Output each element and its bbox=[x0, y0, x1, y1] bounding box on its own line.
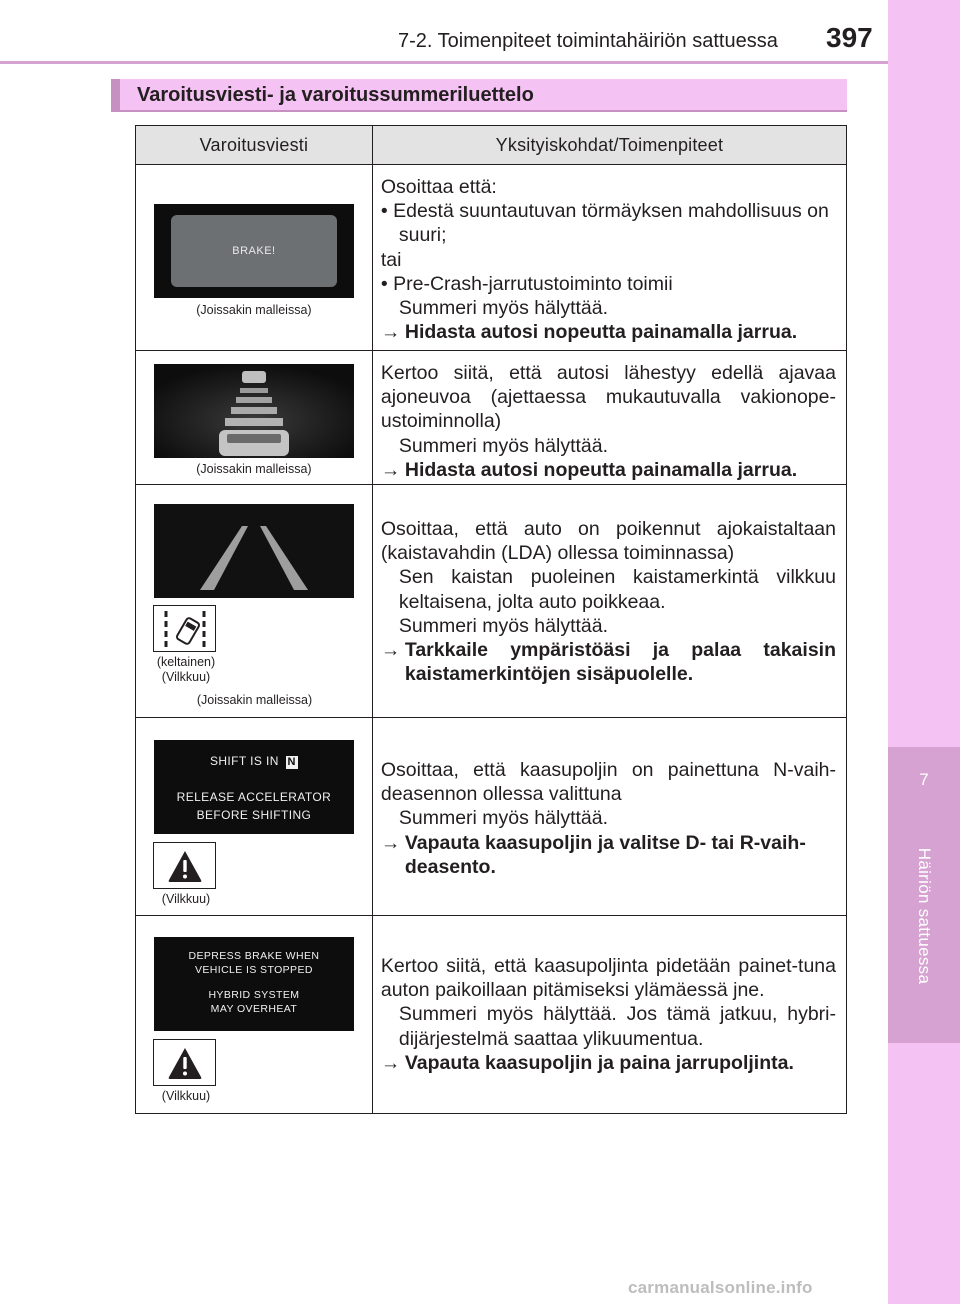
arrow-icon: → bbox=[380, 831, 401, 854]
detail-line: Summeri myös hälyttää. bbox=[398, 614, 609, 637]
lane-departure-icon bbox=[160, 609, 210, 649]
action-instruction bbox=[381, 458, 836, 482]
image-caption: (Joissakin malleissa) bbox=[196, 461, 312, 476]
detail-line: Kertoo siitä, että autosi lähestyy edellä ajavaa ajoneuvoa (ajettaessa mukautuvalla vakionope-ustoiminnolla) bbox=[380, 362, 836, 433]
shift-line-2: RELEASE ACCELERATOR bbox=[176, 790, 332, 804]
details-cell bbox=[372, 351, 846, 485]
arrow-icon: → bbox=[380, 639, 401, 662]
detail-line: Osoittaa, että kaasupoljin on painettuna N-vaih-deasennon ollessa valittuna bbox=[380, 759, 836, 806]
table-row bbox=[136, 718, 847, 916]
details-cell bbox=[372, 718, 846, 916]
hybrid-line-4: MAY OVERHEAT bbox=[210, 1003, 298, 1015]
brake-warning-panel bbox=[171, 215, 337, 287]
detail-bullet: • Edestä suuntautuvan törmäyksen mahdollisuus on suuri; bbox=[380, 200, 829, 247]
detail-line: Summeri myös hälyttää. bbox=[398, 807, 609, 830]
warning-image-cell bbox=[136, 485, 373, 718]
caution-indicator bbox=[153, 842, 216, 889]
detail-line: Kertoo siitä, että kaasupoljinta pidetään painet-tuna auton paikoillaan pitämiseksi ylämäessä jne. bbox=[380, 955, 836, 1002]
table-row bbox=[136, 485, 847, 718]
action-instruction bbox=[381, 831, 836, 879]
detail-line: Sen kaistan puoleinen kaistamerkintä vilkkuu keltaisena, jolta auto poikkeaa. bbox=[398, 566, 836, 613]
vehicle-approach-icon bbox=[154, 364, 354, 458]
image-caption: (Joissakin malleissa) bbox=[196, 693, 313, 707]
section-title-bar bbox=[111, 79, 847, 112]
shift-warning-screen bbox=[154, 740, 354, 834]
arrow-icon: → bbox=[380, 458, 401, 481]
header-section-ref: 7-2. Toimenpiteet toimintahäiriön sattuessa bbox=[398, 30, 778, 52]
action-text: Vapauta kaasupoljin ja valitse D- tai R-vaih-deasento. bbox=[404, 831, 806, 878]
image-caption: (Joissakin malleissa) bbox=[196, 303, 312, 317]
arrow-icon: → bbox=[380, 321, 401, 344]
hybrid-warning-screen bbox=[154, 937, 354, 1031]
detail-bullet: • Pre-Crash-jarrutustoiminto toimii bbox=[380, 272, 673, 295]
warning-image-cell bbox=[136, 165, 373, 351]
chapter-number: 7 bbox=[919, 770, 929, 789]
action-instruction bbox=[381, 638, 836, 686]
hybrid-line-1: DEPRESS BRAKE WHEN bbox=[188, 950, 320, 962]
chapter-title: Häiriön sattuessa bbox=[915, 847, 934, 985]
column-header-details: Yksityiskohdat/Toimenpiteet bbox=[372, 126, 846, 165]
detail-line: Osoittaa, että auto on poikennut ajokaistaltaan (kaistavahdin (LDA) ollessa toiminnassa) bbox=[380, 518, 836, 565]
table-row bbox=[136, 351, 847, 485]
table-row bbox=[136, 165, 847, 351]
section-title: Varoitusviesti- ja varoitussummeriluettelo bbox=[137, 84, 534, 106]
table-header-row bbox=[136, 126, 847, 165]
action-instruction bbox=[381, 320, 836, 344]
details-cell bbox=[372, 916, 846, 1114]
warning-triangle-icon bbox=[167, 1046, 203, 1080]
approach-warning-screen bbox=[154, 364, 354, 458]
warning-image-cell bbox=[136, 351, 373, 485]
shift-line-1 bbox=[154, 754, 354, 769]
warning-message-table bbox=[135, 125, 847, 1114]
shift-line-3: BEFORE SHIFTING bbox=[196, 808, 312, 822]
lane-lines-icon bbox=[154, 504, 354, 598]
icon-caption: (Vilkkuu) bbox=[161, 670, 211, 684]
warning-image-cell bbox=[136, 718, 373, 916]
caution-indicator bbox=[153, 1039, 216, 1086]
column-header-message: Varoitusviesti bbox=[136, 126, 373, 165]
arrow-icon: → bbox=[380, 1051, 401, 1074]
lane-departure-screen bbox=[154, 504, 354, 598]
details-cell bbox=[372, 165, 846, 351]
hybrid-line-3: HYBRID SYSTEM bbox=[208, 989, 300, 1001]
warning-image-cell bbox=[136, 916, 373, 1114]
icon-caption: (Vilkkuu) bbox=[161, 1089, 211, 1103]
detail-line: tai bbox=[380, 248, 402, 271]
shift-status-text: SHIFT IS IN bbox=[209, 754, 279, 768]
gear-n-badge: N bbox=[287, 756, 296, 768]
chapter-side-tab bbox=[888, 0, 960, 1304]
header-rule bbox=[0, 61, 888, 64]
action-text: Hidasta autosi nopeutta painamalla jarrua. bbox=[404, 321, 798, 344]
detail-line: Summeri myös hälyttää. bbox=[398, 297, 609, 320]
brake-warning-text: BRAKE! bbox=[232, 245, 276, 257]
detail-line: Osoittaa että: bbox=[380, 176, 497, 198]
detail-line: Summeri myös hälyttää. bbox=[398, 434, 609, 457]
hybrid-line-2: VEHICLE IS STOPPED bbox=[194, 964, 313, 976]
watermark: carmanualsonline.info bbox=[628, 1278, 813, 1297]
detail-line: Summeri myös hälyttää. Jos tämä jatkuu, hybri-dijärjestelmä saattaa ylikuumentua. bbox=[398, 1003, 836, 1050]
action-text: Tarkkaile ympäristöäsi ja palaa takaisin kaistamerkintöjen sisäpuolelle. bbox=[404, 639, 836, 686]
icon-caption: (keltainen) bbox=[156, 655, 216, 669]
brake-warning-screen bbox=[154, 204, 354, 298]
page-number: 397 bbox=[826, 22, 873, 53]
action-instruction bbox=[381, 1051, 836, 1075]
warning-triangle-icon bbox=[167, 849, 203, 883]
lane-departure-indicator bbox=[153, 605, 216, 652]
details-cell bbox=[372, 485, 846, 718]
action-text: Vapauta kaasupoljin ja paina jarrupoljinta. bbox=[404, 1051, 794, 1074]
table-row bbox=[136, 916, 847, 1114]
icon-caption: (Vilkkuu) bbox=[161, 892, 211, 906]
action-text: Hidasta autosi nopeutta painamalla jarrua. bbox=[404, 458, 798, 481]
